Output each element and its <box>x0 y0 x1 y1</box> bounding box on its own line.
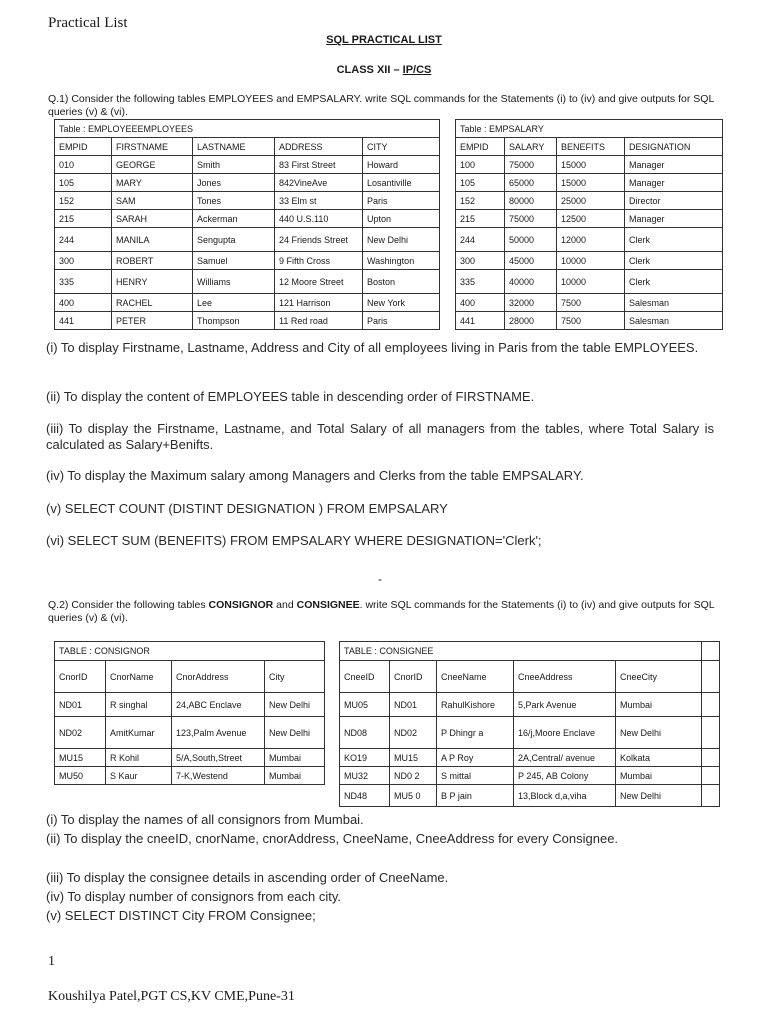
table-row <box>55 192 440 210</box>
table-row <box>456 192 723 210</box>
table-cell: 842VineAve <box>275 174 363 192</box>
table-row <box>340 693 720 717</box>
table-header-cell: CnorName <box>106 661 172 693</box>
class-label: CLASS XII – <box>336 64 403 76</box>
table-header-cell: ADDRESS <box>275 138 363 156</box>
table-cell: New Delhi <box>616 785 702 807</box>
main-heading: SQL PRACTICAL LIST <box>326 34 442 46</box>
table-header-cell: CnorAddress <box>172 661 265 693</box>
table-cell <box>702 717 720 749</box>
footer-author: Koushilya Patel,PGT CS,KV CME,Pune-31 <box>48 989 295 1004</box>
table-cell: ND0 2 <box>390 767 437 785</box>
table-header-cell: FIRSTNAME <box>112 138 193 156</box>
table-cell: ND02 <box>55 717 106 749</box>
table-cell: MU15 <box>55 749 106 767</box>
consignor-keyword: CONSIGNOR <box>208 599 274 611</box>
table-row <box>55 294 440 312</box>
table-cell: ND08 <box>340 717 390 749</box>
table-cell: 10000 <box>557 270 625 294</box>
consignee-table-caption: TABLE : CONSIGNEE <box>340 642 702 661</box>
table-cell: 152 <box>55 192 112 210</box>
q2-text-suffix: . write SQL commands for the Statements (i) to (iv) and give outputs for SQL queries (v) & (vi). <box>48 599 715 624</box>
table-row <box>55 767 325 785</box>
statement-item: (v) SELECT DISTINCT City FROM Consignee; <box>46 908 316 923</box>
table-cell: ND48 <box>340 785 390 807</box>
table-row <box>55 156 440 174</box>
table-header-cell: CneeID <box>340 661 390 693</box>
table-cell: New York <box>363 294 440 312</box>
employees-table <box>54 119 440 330</box>
table-header-cell: CITY <box>363 138 440 156</box>
consignee-table <box>339 641 720 807</box>
table-cell: Clerk <box>625 270 723 294</box>
table-cell: AmitKumar <box>106 717 172 749</box>
table-cell: 15000 <box>557 156 625 174</box>
table-cell: Williams <box>193 270 275 294</box>
table-cell: New Delhi <box>265 717 325 749</box>
table-cell: 32000 <box>505 294 557 312</box>
table-cell: Upton <box>363 210 440 228</box>
table-cell: S Kaur <box>106 767 172 785</box>
table-cell: Mumbai <box>616 767 702 785</box>
table-row <box>55 210 440 228</box>
statement-item: (iv) To display number of consignors from each city. <box>46 889 342 904</box>
table-cell: B P jain <box>437 785 514 807</box>
table-cell: Mumbai <box>265 767 325 785</box>
table-cell: MU05 <box>340 693 390 717</box>
statement-item: (v) SELECT COUNT (DISTINT DESIGNATION ) FROM EMPSALARY <box>46 501 448 516</box>
table-row <box>55 174 440 192</box>
statement-item: (i) To display Firstname, Lastname, Address and City of all employees living in Paris from the table EMPLOYEES. <box>46 340 699 355</box>
table-header-cell: CneeAddress <box>514 661 616 693</box>
table-cell: 300 <box>456 252 505 270</box>
table-cell: 2A,Central/ avenue <box>514 749 616 767</box>
table-cell: 65000 <box>505 174 557 192</box>
table-cell <box>702 767 720 785</box>
table-cell: 400 <box>55 294 112 312</box>
document-title: Practical List <box>48 15 128 31</box>
table-cell: Howard <box>363 156 440 174</box>
consignor-table-caption: TABLE : CONSIGNOR <box>55 642 325 661</box>
table-row <box>340 717 720 749</box>
table-row <box>456 270 723 294</box>
table-cell: New Delhi <box>616 717 702 749</box>
empsalary-table <box>455 119 723 330</box>
table-cell: 83 First Street <box>275 156 363 174</box>
table-cell: 5,Park Avenue <box>514 693 616 717</box>
table-cell: 75000 <box>505 210 557 228</box>
table-cell: 440 U.S.110 <box>275 210 363 228</box>
table-header-cell: EMPID <box>55 138 112 156</box>
table-cell: 244 <box>55 228 112 252</box>
consignor-table <box>54 641 325 785</box>
table-cell: GEORGE <box>112 156 193 174</box>
table-row <box>340 785 720 807</box>
table-cell: Paris <box>363 312 440 330</box>
statement-item: (iii) To display the consignee details in ascending order of CneeName. <box>46 870 449 885</box>
table-cell: MARY <box>112 174 193 192</box>
table-cell: MANILA <box>112 228 193 252</box>
table-cell: Salesman <box>625 312 723 330</box>
table-cell: Mumbai <box>616 693 702 717</box>
table-cell: 400 <box>456 294 505 312</box>
table-cell <box>702 693 720 717</box>
table-cell <box>702 642 720 661</box>
table-cell: Director <box>625 192 723 210</box>
table-cell: Tones <box>193 192 275 210</box>
table-cell: Losantiville <box>363 174 440 192</box>
table-header-cell: BENEFITS <box>557 138 625 156</box>
table-cell: Ackerman <box>193 210 275 228</box>
statement-item: (iv) To display the Maximum salary among Managers and Clerks from the table EMPSALARY. <box>46 468 584 483</box>
table-cell: Washington <box>363 252 440 270</box>
table-row <box>340 767 720 785</box>
table-cell: ND02 <box>390 717 437 749</box>
table-cell: MU5 0 <box>390 785 437 807</box>
table-cell: A P Roy <box>437 749 514 767</box>
q1-question-text: Q.1) Consider the following tables EMPLOYEES and EMPSALARY. write SQL commands for the Statements (i) to (iv) and give outputs for SQL queries (v) & (vi). <box>48 93 714 118</box>
class-heading <box>0 64 768 76</box>
table-cell: 28000 <box>505 312 557 330</box>
statement-item: (ii) To display the content of EMPLOYEES table in descending order of FIRSTNAME. <box>46 389 535 404</box>
table-cell: 50000 <box>505 228 557 252</box>
q2-text-prefix: Q.2) Consider the following tables <box>48 599 209 611</box>
table-cell: RahulKishore <box>437 693 514 717</box>
table-cell: R Kohil <box>106 749 172 767</box>
table-cell: S mittal <box>437 767 514 785</box>
table-cell: Salesman <box>625 294 723 312</box>
table-cell: P Dhingr a <box>437 717 514 749</box>
table-row <box>456 312 723 330</box>
table-cell: Smith <box>193 156 275 174</box>
table-cell: 11 Red road <box>275 312 363 330</box>
table-cell: 12000 <box>557 228 625 252</box>
table-header-cell: LASTNAME <box>193 138 275 156</box>
table-cell: 441 <box>55 312 112 330</box>
table-cell: Clerk <box>625 228 723 252</box>
table-cell: 7500 <box>557 294 625 312</box>
table-cell: RACHEL <box>112 294 193 312</box>
table-cell: 121 Harrison <box>275 294 363 312</box>
table-cell: Manager <box>625 156 723 174</box>
table-cell: 215 <box>456 210 505 228</box>
table-row <box>456 252 723 270</box>
statement-item: (i) To display the names of all consignors from Mumbai. <box>46 812 364 827</box>
table-cell: 335 <box>55 270 112 294</box>
table-row <box>55 749 325 767</box>
table-cell: 441 <box>456 312 505 330</box>
table-cell: 010 <box>55 156 112 174</box>
empsalary-table-caption: Table : EMPSALARY <box>456 120 723 138</box>
table-cell: HENRY <box>112 270 193 294</box>
table-cell: 335 <box>456 270 505 294</box>
table-header-cell: CneeCity <box>616 661 702 693</box>
table-cell: ROBERT <box>112 252 193 270</box>
class-subject: IP/CS <box>402 64 432 76</box>
table-cell: Sengupta <box>193 228 275 252</box>
table-row <box>55 270 440 294</box>
table-cell: SAM <box>112 192 193 210</box>
table-cell: MU15 <box>390 749 437 767</box>
table-cell: Kolkata <box>616 749 702 767</box>
employees-table-caption: Table : EMPLOYEEEMPLOYEES <box>55 120 440 138</box>
table-row <box>55 693 325 717</box>
table-header-cell: CnorID <box>390 661 437 693</box>
table-cell: 80000 <box>505 192 557 210</box>
table-row <box>456 210 723 228</box>
table-cell <box>702 749 720 767</box>
table-cell: Clerk <box>625 252 723 270</box>
table-row <box>456 174 723 192</box>
table-cell: New Delhi <box>363 228 440 252</box>
table-row <box>55 717 325 749</box>
table-cell: 16/j,Moore Enclave <box>514 717 616 749</box>
table-cell: 45000 <box>505 252 557 270</box>
table-row <box>456 156 723 174</box>
statement-item: (vi) SELECT SUM (BENEFITS) FROM EMPSALARY WHERE DESIGNATION='Clerk'; <box>46 533 542 548</box>
table-cell: 244 <box>456 228 505 252</box>
table-cell: 25000 <box>557 192 625 210</box>
table-cell: 10000 <box>557 252 625 270</box>
table-cell: 24 Friends Street <box>275 228 363 252</box>
table-cell: Samuel <box>193 252 275 270</box>
table-cell: Jones <box>193 174 275 192</box>
table-cell: 13,Block d,a,viha <box>514 785 616 807</box>
table-cell: Manager <box>625 174 723 192</box>
table-cell: 123,Palm Avenue <box>172 717 265 749</box>
table-cell: MU50 <box>55 767 106 785</box>
q2-question-text <box>48 599 720 625</box>
table-cell: Lee <box>193 294 275 312</box>
separator-mark: - <box>378 572 382 586</box>
table-cell: Thompson <box>193 312 275 330</box>
table-cell: Paris <box>363 192 440 210</box>
table-cell: 100 <box>456 156 505 174</box>
table-cell: 15000 <box>557 174 625 192</box>
table-cell <box>702 661 720 693</box>
table-cell: SARAH <box>112 210 193 228</box>
table-cell: 105 <box>456 174 505 192</box>
statement-item: (ii) To display the cneeID, cnorName, cnorAddress, CneeName, CneeAddress for every Consignee. <box>46 831 619 846</box>
table-cell: 105 <box>55 174 112 192</box>
table-cell: Manager <box>625 210 723 228</box>
table-header-cell: SALARY <box>505 138 557 156</box>
table-cell: 9 Fifth Cross <box>275 252 363 270</box>
table-cell: 33 Elm st <box>275 192 363 210</box>
table-cell: 24,ABC Enclave <box>172 693 265 717</box>
table-cell: 215 <box>55 210 112 228</box>
table-cell <box>702 785 720 807</box>
table-header-cell: CnorID <box>55 661 106 693</box>
table-cell: 40000 <box>505 270 557 294</box>
table-row <box>456 294 723 312</box>
table-cell: 7500 <box>557 312 625 330</box>
table-header-cell: DESIGNATION <box>625 138 723 156</box>
table-cell: PETER <box>112 312 193 330</box>
table-cell: 12500 <box>557 210 625 228</box>
table-header-cell: CneeName <box>437 661 514 693</box>
table-row <box>55 252 440 270</box>
q2-and-word: and <box>273 599 297 611</box>
consignee-keyword: CONSIGNEE <box>296 599 360 611</box>
table-cell: 152 <box>456 192 505 210</box>
page-number: 1 <box>48 954 55 969</box>
table-row <box>340 749 720 767</box>
table-cell: R singhal <box>106 693 172 717</box>
table-cell: 300 <box>55 252 112 270</box>
table-cell: Mumbai <box>265 749 325 767</box>
table-cell: 7-K,Westend <box>172 767 265 785</box>
table-header-cell: EMPID <box>456 138 505 156</box>
table-cell: MU32 <box>340 767 390 785</box>
table-cell: ND01 <box>390 693 437 717</box>
table-cell: Boston <box>363 270 440 294</box>
table-cell: ND01 <box>55 693 106 717</box>
table-cell: 75000 <box>505 156 557 174</box>
table-row <box>55 312 440 330</box>
table-cell: KO19 <box>340 749 390 767</box>
table-row <box>456 228 723 252</box>
table-cell: 12 Moore Street <box>275 270 363 294</box>
statement-item: (iii) To display the Firstname, Lastname, and Total Salary of all managers from the tables, where Total Salary is calculated as Salary+Benifts. <box>46 421 714 452</box>
table-row <box>55 228 440 252</box>
table-header-cell: City <box>265 661 325 693</box>
table-cell: P 245, AB Colony <box>514 767 616 785</box>
table-cell: New Delhi <box>265 693 325 717</box>
table-cell: 5/A,South,Street <box>172 749 265 767</box>
